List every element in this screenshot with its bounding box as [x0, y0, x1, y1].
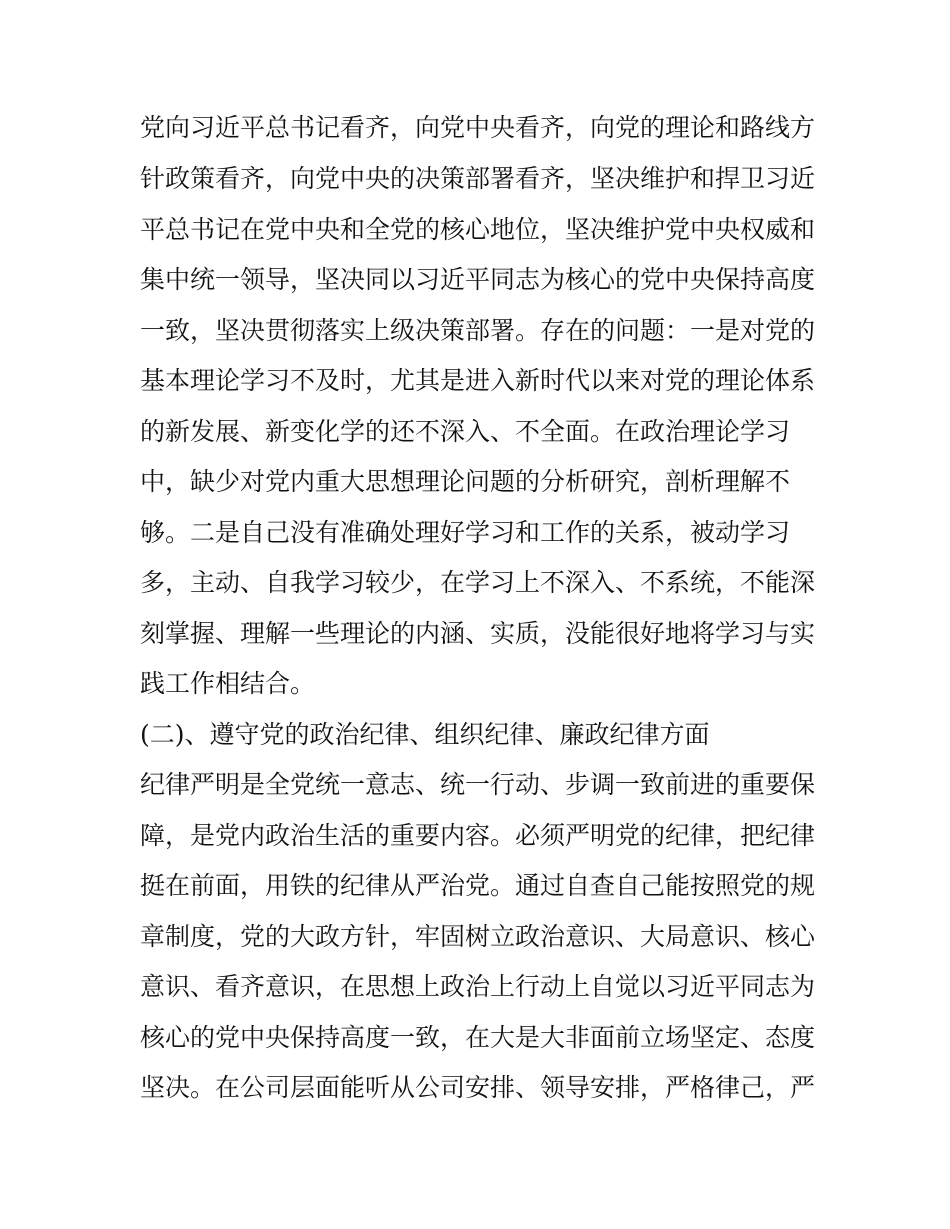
text-line-5: 一致，坚决贯彻落实上级决策部署。存在的问题：一是对党的	[140, 316, 816, 345]
text-line-7: 的新发展、新变化学的还不深入、不全面。在政治理论学习	[140, 417, 791, 446]
text-line-20: 坚决。在公司层面能听从公司安排、领导安排，严格律己，严	[140, 1073, 816, 1102]
text-line-9: 够。二是自己没有准确处理好学习和工作的关系，被动学习	[140, 518, 791, 547]
text-line-14: 纪律严明是全党统一意志、统一行动、步调一致前进的重要保	[140, 770, 816, 799]
text-line-15: 障，是党内政治生活的重要内容。必须严明党的纪律，把纪律	[140, 821, 816, 850]
text-line-17: 章制度，党的大政方针，牢固树立政治意识、大局意识、核心	[140, 922, 816, 951]
text-line-3: 平总书记在党中央和全党的核心地位，坚决维护党中央权威和	[140, 215, 816, 244]
text-line-18: 意识、看齐意识，在思想上政治上行动上自觉以习近平同志为	[140, 972, 816, 1001]
text-line-4: 集中统一领导，坚决同以习近平同志为核心的党中央保持高度	[140, 265, 816, 294]
text-line-11: 刻掌握、理解一些理论的内涵、实质，没能很好地将学习与实	[140, 619, 816, 648]
text-line-16: 挺在前面，用铁的纪律从严治党。通过自查自己能按照党的规	[140, 871, 816, 900]
text-line-1: 党向习近平总书记看齐，向党中央看齐，向党的理论和路线方	[140, 113, 816, 142]
text-line-8: 中，缺少对党内重大思想理论问题的分析研究，剖析理解不	[140, 467, 791, 496]
text-line-2: 针政策看齐，向党中央的决策部署看齐，坚决维护和捍卫习近	[140, 164, 816, 193]
text-line-19: 核心的党中央保持高度一致，在大是大非面前立场坚定、态度	[140, 1023, 816, 1052]
section-heading: (二)、遵守党的政治纪律、组织纪律、廉政纪律方面	[140, 720, 710, 749]
text-line-12: 践工作相结合。	[140, 669, 316, 698]
text-line-10: 多，主动、自我学习较少，在学习上不深入、不系统，不能深	[140, 568, 816, 597]
text-line-6: 基本理论学习不及时，尤其是进入新时代以来对党的理论体系	[140, 366, 816, 395]
